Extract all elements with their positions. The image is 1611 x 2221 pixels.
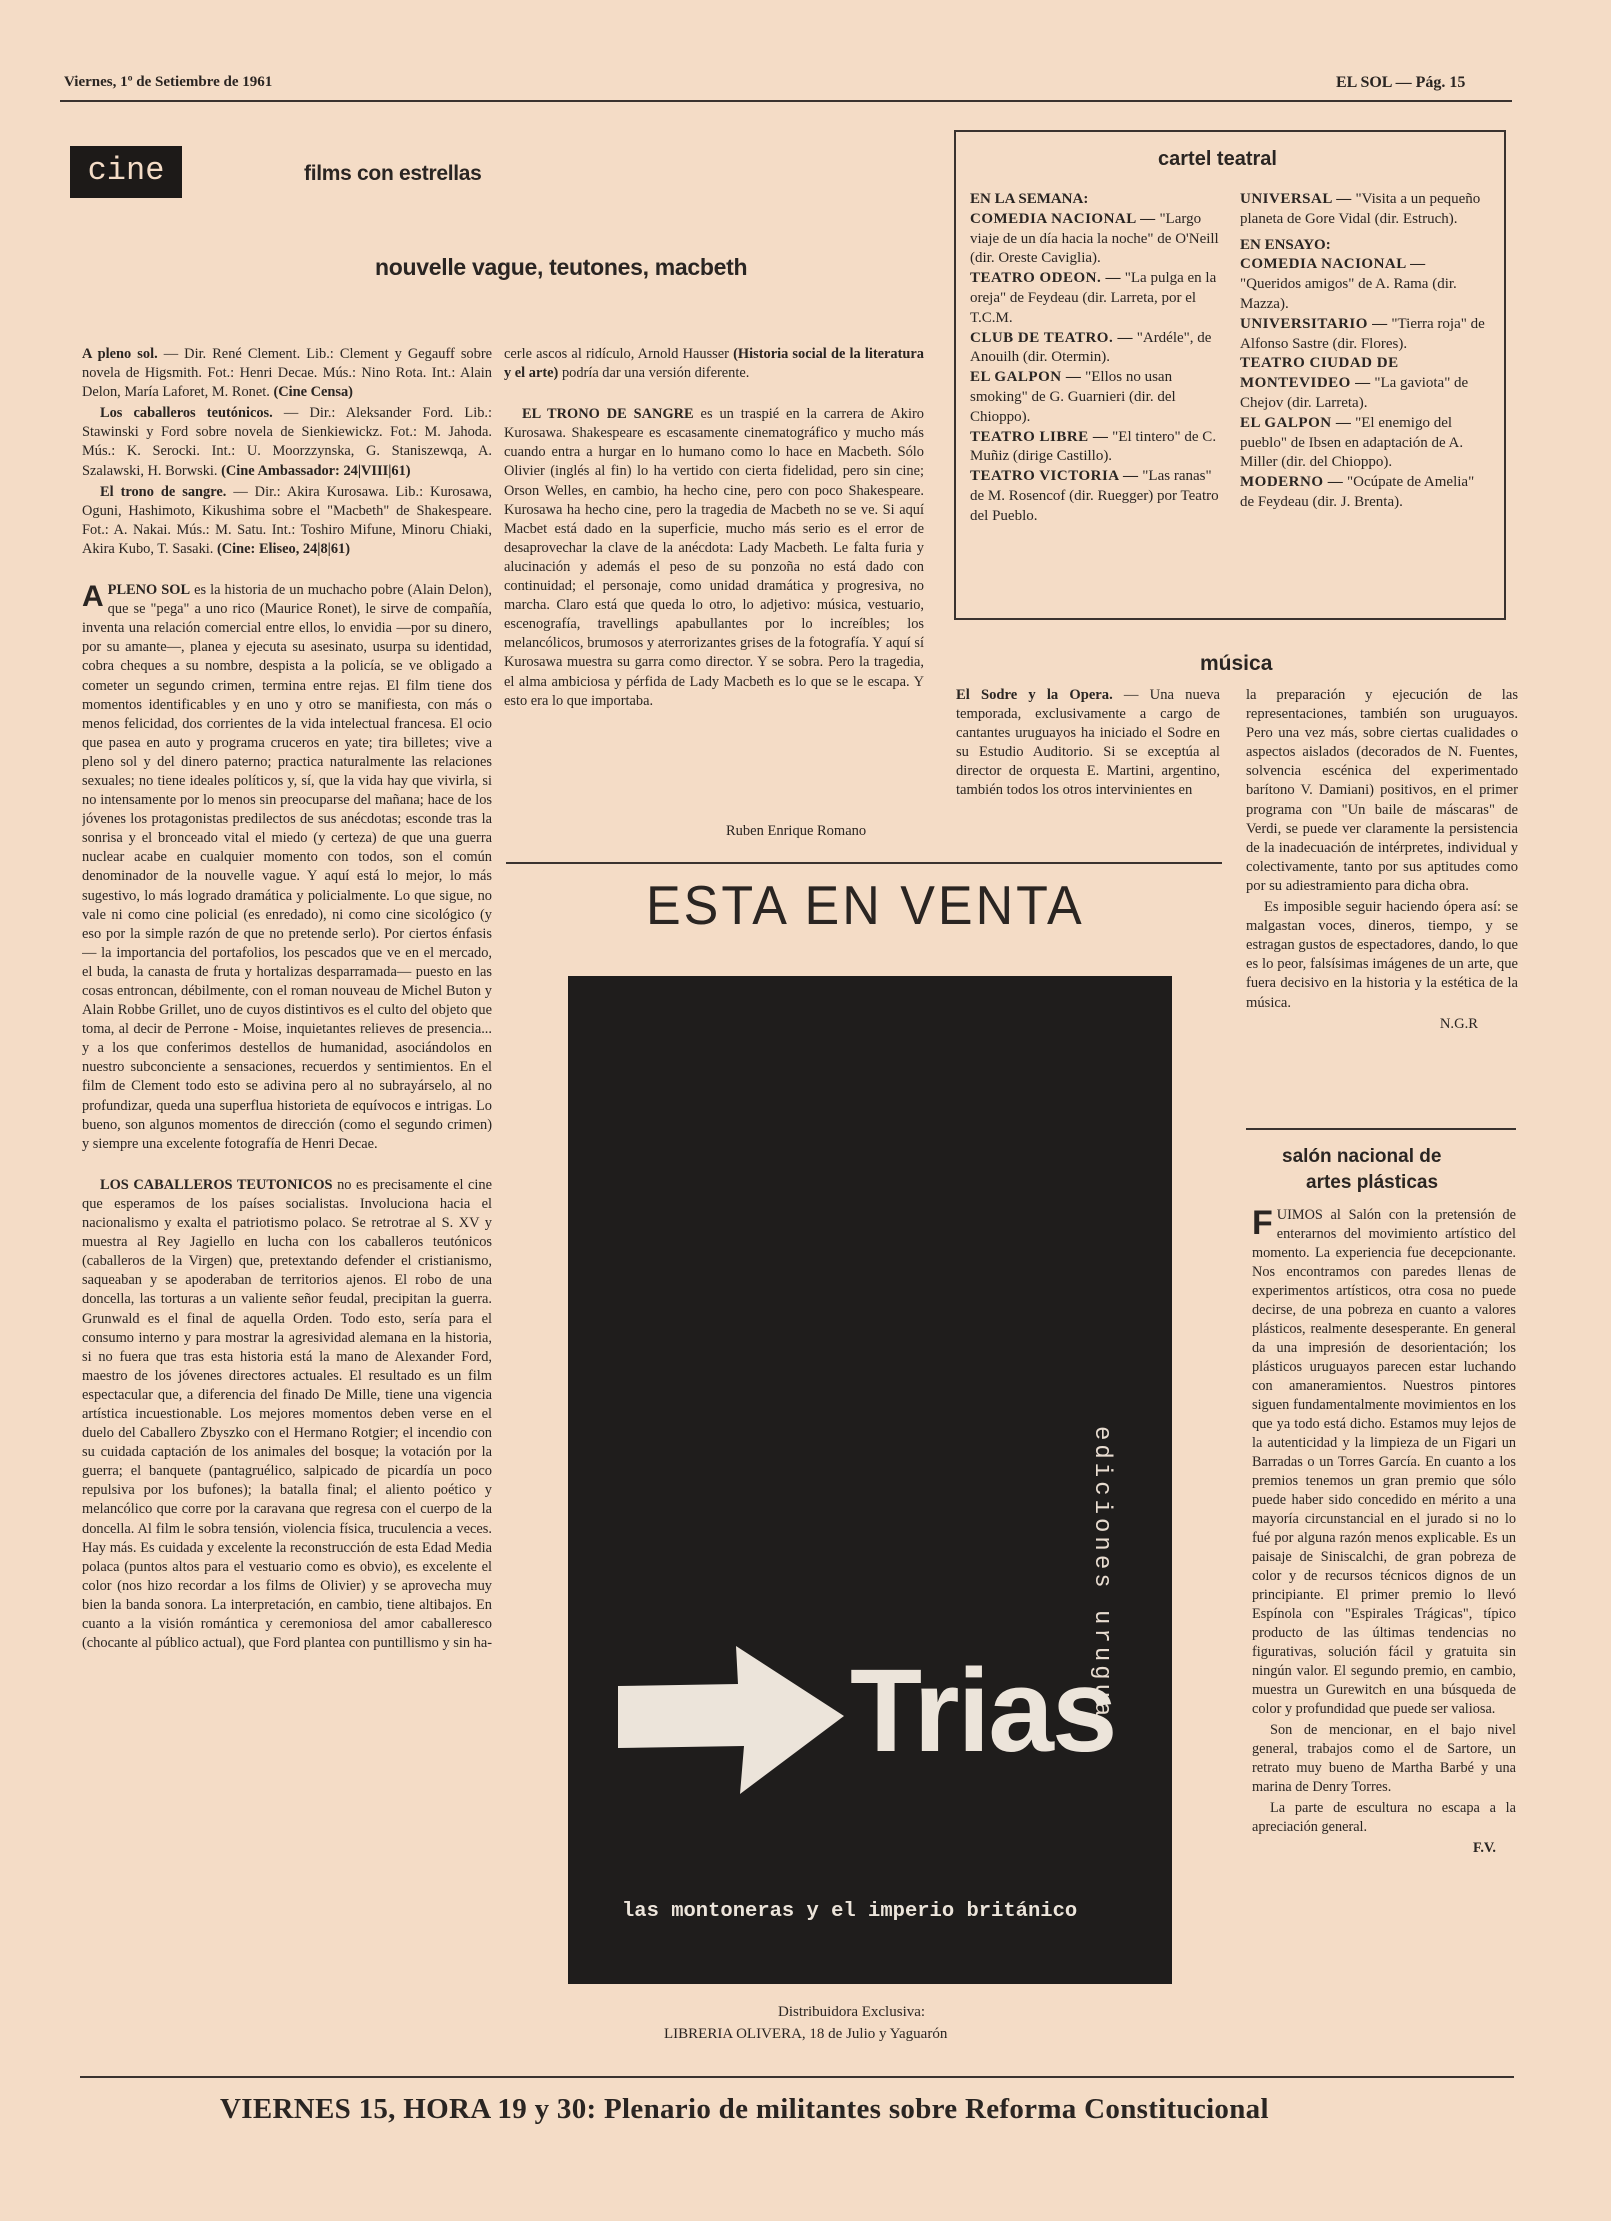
review-trono-de-sangre: EL TRONO DE SANGRE es un traspié en la carrera de Akiro Kurosawa. Shakespeare es escasamente cinematográfico y mucho más cuando entra a hurgar en lo humano como lo hace en Macbeth. Sólo Olivier (inglés al fin) lo ha vertido con cierta fidelidad, pero sin cine; Orson Welles, en cambio, ha hecho cine, pero con poco Shakespeare. Kurosawa ha hecho cine, pero la tragedia de Macbeth no se ve. Si aquí Macbet está dado en la superficie, mucho más serio es el error de desaprovechar la clave de la anécdota: Lady Macbeth. Le falta furia y alucinación y además el peso de su ponzoña no está dado con continuidad; el personaje, como unidad dramática y progresiva, no marcha. Claro está que queda lo otro, lo adjetivo: música, vestuario, escenografía, travellings apabullantes por lo increíbles; los melancólicos, brumosos y aterrorizantes grises de la fotografía. Y aquí sí Kurosawa muestra su garra como director. Y se sobra. Pero la tragedia, el alma ambiciosa y pérfida de Lady Macbeth es lo que se le escapa. Y esto era lo que importaba. [504, 406, 924, 709]
credit-caballeros-teutonicos: Los caballeros teutónicos. — Dir.: Aleksander Ford. Lib.: Stawinski y Ford sobre novela de Sienkiewickz. Fot.: M. Jahoda. Mús.: K. Serocki. Int.: U. Moorzzynska, G. Staniszewqa, A. Szalawski, H. Borwski. (Cine Ambassador: 24|VIII|61) [82, 405, 492, 479]
cartel-entry: TEATRO ODEON. — "La pulga en la oreja" de Feydeau (dir. Larreta, por el T.C.M. [970, 270, 1217, 326]
credit-trono-de-sangre: El trono de sangre. — Dir.: Akira Kurosawa. Lib.: Kurosawa, Oguni, Hashimoto, Kikushima sobre el "Macbeth" de Shakespeare. Fot.: A. Nakai. Mús.: M. Satu. Int.: Toshiro Mifune, Minoru Chiaki, Akira Kubo, T. Sasaki. (Cine: Eliseo, 24|8|61) [82, 483, 492, 557]
salon-column [1252, 1206, 1516, 2056]
cartel-entry: TEATRO VICTORIA — "Las ranas" de M. Rosencof (dir. Ruegger) por Teatro del Pueblo. [970, 468, 1219, 524]
cartel-ensayo-label: EN ENSAYO: [1240, 236, 1331, 253]
salon-title-1: salón nacional de [1282, 1146, 1442, 1167]
review-a-pleno-sol: APLENO SOL es la historia de un muchacho pobre (Alain Delon), que se "pega" a uno rico (Maurice Ronet), le sirve de compañía, inventa una relación comercial entre ellos, lo envidia —por su dinero, por su amante—, planea y ejecuta su asesinato, usurpa su identidad, cobra cheques a su nombre, despista a la policía, se ve obligado a cometer un segundo crimen, termina entre rejas. El film tiene dos momentos identificables y en uno y otro se manifiesta, con más o menos felicidad, dos corrientes de la vida intelectual francesa. El ocio que pasea en auto y programa cruceros en yate; tira billetes; vive a pleno sol y del dinero paterno; practica naturalmente las relaciones sexuales; no tiene ideales políticos y, sí, que la vida hay que vivirla, si no intensamente por lo menos sin preocuparse del mañana; hace de los jóvenes los protagonistas predilectos de sus anécdotas; esconde tras la sonrisa y el bronceado vital el miedo (y certeza) de que una guerra nuclear acabe en cualquier momento con todos, son el común denominador de la nouvelle vague. Y aquí está lo mejor, lo más sugestivo, lo más logrado dramática y policialmente. Lo que sigue, no vale ni como cine policial (es enredado), ni como cine sicológico (y eso por la simple razón de que no pretende serlo). Por ciertos énfasis — la importancia del portafolios, los pescados que ve en el mercado, el buda, la canasta de fruta y hortalizas desparramada— puesto en las cosas entroncan, débilmente, con el roman nouveau de Michel Buton y Alain Robbe Grillet, uno de cuyos distintivos es el culto del objeto que toma, al decir de Perrone - Moise, inquietantes relieves de presencia... y a los que conferimos destellos de humanidad, asociándolos en nuestro subconciente a sensaciones, recuerdos y sentimientos. En el film de Clement todo esto se adivina pero al no subrayárselo, al no profundizar, queda una superflua historieta de equívocos e intrigas. Lo bueno, son algunos momentos de dirección (como el segundo crimen) y siempre una excelente fotografía de Henri Decae. [82, 580, 492, 1152]
musica-title: música [1200, 652, 1273, 675]
cartel-entry: TEATRO CIUDAD DE MONTEVIDEO — "La gaviota" de Chejov (dir. Larreta). [1240, 355, 1469, 411]
cartel-entry: COMEDIA NACIONAL — "Queridos amigos" de A. Rama (dir. Mazza). [1240, 256, 1457, 312]
ad-book-cover [568, 976, 1172, 1984]
review-hauser: cerle ascos al ridículo, Arnold Hausser (Historia social de la literatura y el arte) podría dar una versión diferente. [504, 346, 924, 382]
cartel-title: cartel teatral [1158, 148, 1277, 170]
musica-column-right [1246, 686, 1518, 1126]
cartel-entry: TEATRO LIBRE — "El tintero" de C. Muñiz (dirige Castillo). [970, 428, 1217, 465]
cine-column-2 [504, 345, 924, 845]
musica-signature: N.G.R [1439, 1015, 1478, 1032]
review-caballeros-teutonicos: LOS CABALLEROS TEUTONICOS no es precisamente el cine que esperamos de los países socialistas. Involuciona hacia el nacionalismo y exalta el patriotismo polaco. Se retrotrae al S. XV y muestra al Rey Jagiello en lucha con los caballeros teutónicos (caballeros de la Virgen) que, pretextando defender el cristianismo, saqueaban y se apoderaban de territorios ajenos. El robo de una doncella, las torturas a un valiente señor feudal, precipitan la guerra. Grunwald es el final de aquella Orden. Todo esto, sería para el consumo interno y para mostrar la agresividad alemana en la historia, si no fuera que tras esta historia está la mano de Alexander Ford, maestro de los jóvenes directores actuales. El resultado es un film espectacular que, a diferencia del finado De Mille, tiene una vigencia artística incuestionable. Los mejores momentos deben verse en el duelo del Caballero Zbyszko con el Hermano Rotgier; el incendio con su cuidada captación de los animales del bosque; la votación por la guerra; el banquete (pantagruélico, salpicado de picardía un poco repulsiva por los bufones); la batalla final; el aliento poético y melancólico que corre por la caravana que regresa con el cuerpo de la doncella. Al film le sobra tensión, violencia física, truculencia a veces. Hay más. Es cuidada y excelente la reconstrucción de esta Edad Media polaca (puntos altos para el vestuario como es obvio), es excelente el color (nos hizo recordar a los films de Olivier) y se aprovecha muy bien la banda sonora. La interpretación, en cambio, tiene altibajos. En cuanto a la visión romántica y ceremoniosa del amor caballeresco (chocante al público actual), que Ford plantea con puntillismo y sin ha- [82, 1176, 492, 1652]
salon-paragraph: La parte de escultura no escapa a la apreciación general. [1252, 1800, 1516, 1835]
cine-author: Ruben Enrique Romano [726, 823, 867, 839]
cine-divider [506, 862, 1222, 864]
salon-paragraph: Son de mencionar, en el bajo nivel general, trabajos como el de Sartore, un retrato muy bueno de Martha Barbé y una marina de Denry Torres. [1252, 1722, 1516, 1795]
header-rule [60, 100, 1512, 102]
musica-paragraph: Es imposible seguir haciendo ópera así: se malgastan voces, dineros, tiempo, y se estragan gustos de espectadores, dando, lo que es lo peor, falsísimas imágenes de un arte, que fuera decisivo en la historia y la estética de la música. [1246, 899, 1518, 1011]
footer-announcement: VIERNES 15, HORA 19 y 30: Plenario de militantes sobre Reforma Constitucional [220, 2093, 1269, 2125]
ad-publisher: ediciones uruguay [1088, 1426, 1115, 1739]
cine-column-1 [82, 345, 492, 2040]
ad-book-title: las montoneras y el imperio británico [622, 1900, 1078, 1923]
cartel-entry: COMEDIA NACIONAL — "Largo viaje de un día hacia la noche" de O'Neill (dir. Oreste Caviglia). [970, 210, 1219, 267]
cine-section-label: cine [70, 146, 182, 198]
musica-divider [1246, 1128, 1516, 1130]
musica-column-left [956, 686, 1220, 846]
header-page: EL SOL — Pág. 15 [1336, 74, 1466, 91]
ad-distributor: LIBRERIA OLIVERA, 18 de Julio y Yaguarón [664, 2026, 948, 2042]
salon-title-2: artes plásticas [1306, 1172, 1439, 1193]
cartel-right-column [1240, 190, 1488, 513]
musica-paragraph: la preparación y ejecución de las representaciones, también son uruguayos. Pero una vez más, sobre ciertas cualidades o aspectos aislados (decorados de N. Fuentes, solvencia escénica del experimentado barítono V. Damiani) positivos, en el primer programa con "Un baile de máscaras" de Verdi, se puede ver claramente la persistencia de la inadecuación de intérpretes, individual y colectivamente, tanto por sus aptitudes como por su adiestramiento para dicha obra. [1246, 687, 1518, 894]
salon-paragraph: FUIMOS al Salón con la pretensión de enterarnos del movimiento artístico del momento. La experiencia fue decepcionante. Nos encontramos con paredes llenas de experimentos artísticos, otra cosa no puede decirse, de una pobreza en cuanto a valores plásticos, realmente desesperante. En general da una impresión de desorientación; los plásticos uruguayos parecen estar luchando con amaneramientos. Nuestros pintores siguen fundamentalmente movimientos en los que ya todo está dicho. Estamos muy lejos de la autenticidad y la limpieza de un Figari un Barradas o un Torres García. En cuanto a los premios tenemos un gran premio que sólo puede haber sido concedido en mérito a una mayoría circunstancial en el jurado si no lo fué por alguna razón menos explicable. Es un paisaje de Siniscalchi, de gran pobreza de color y de recursos técnicos dignos de un principiante. El primer premio lo llevó Espínola con "Espirales Trágicas", típico producto de las últimas tendencias no figurativas, solución fácil y gratuita sin ningún valor. El segundo premio, en cambio, muestra un Gurewitch en una búsqueda de color y profundidad que puede ser valiosa. [1252, 1206, 1516, 1717]
credit-a-pleno-sol: A pleno sol. — Dir. René Clement. Lib.: Clement y Gegauff sobre novela de Higsmith. Fot.: Henri Decae. Mús.: Nino Rota. Int.: Alain Delon, María Laforet, M. Ronet. (Cine Censa) [82, 346, 492, 401]
ad-brand: Trias [850, 1645, 1116, 1777]
ad-distributor-label: Distribuidora Exclusiva: [778, 2004, 926, 2020]
ad-headline: ESTA EN VENTA [646, 875, 1085, 937]
cartel-left-column [970, 190, 1220, 527]
cine-headline: nouvelle vague, teutones, macbeth [375, 254, 748, 280]
cartel-entry: EL GALPON — "Ellos no usan smoking" de G. Guarnieri (dir. del Chioppo). [970, 369, 1176, 425]
cartel-entry: EL GALPON — "El enemigo del pueblo" de Ibsen en adaptación de A. Miller (dir. del Chioppo). [1240, 414, 1464, 471]
cartel-entry: CLUB DE TEATRO. — "Ardéle", de Anouilh (dir. Otermin). [970, 329, 1212, 366]
footer-rule [80, 2076, 1514, 2078]
arrow-icon [618, 1626, 848, 1806]
cartel-semana-label: EN LA SEMANA: [970, 191, 1089, 207]
cine-kicker: films con estrellas [304, 162, 482, 185]
salon-signature: F.V. [1472, 1840, 1496, 1856]
musica-paragraph: El Sodre y la Opera. — Una nueva temporada, exclusivamente a cargo de cantantes uruguayos ha iniciado el Sodre en su Estudio Auditorio. Si se exceptúa al director de orquesta E. Martini, argentino, también todos los otros intervinientes en [956, 687, 1220, 799]
cartel-entry: UNIVERSAL — "Visita a un pequeño planeta de Gore Vidal (dir. Estruch). [1240, 191, 1481, 227]
cartel-entry: UNIVERSITARIO — "Tierra roja" de Alfonso Sastre (dir. Flores). [1240, 315, 1485, 352]
cartel-entry: MODERNO — "Ocúpate de Amelia" de Feydeau (dir. J. Brenta). [1240, 474, 1475, 510]
header-date: Viernes, 1º de Setiembre de 1961 [64, 74, 273, 90]
